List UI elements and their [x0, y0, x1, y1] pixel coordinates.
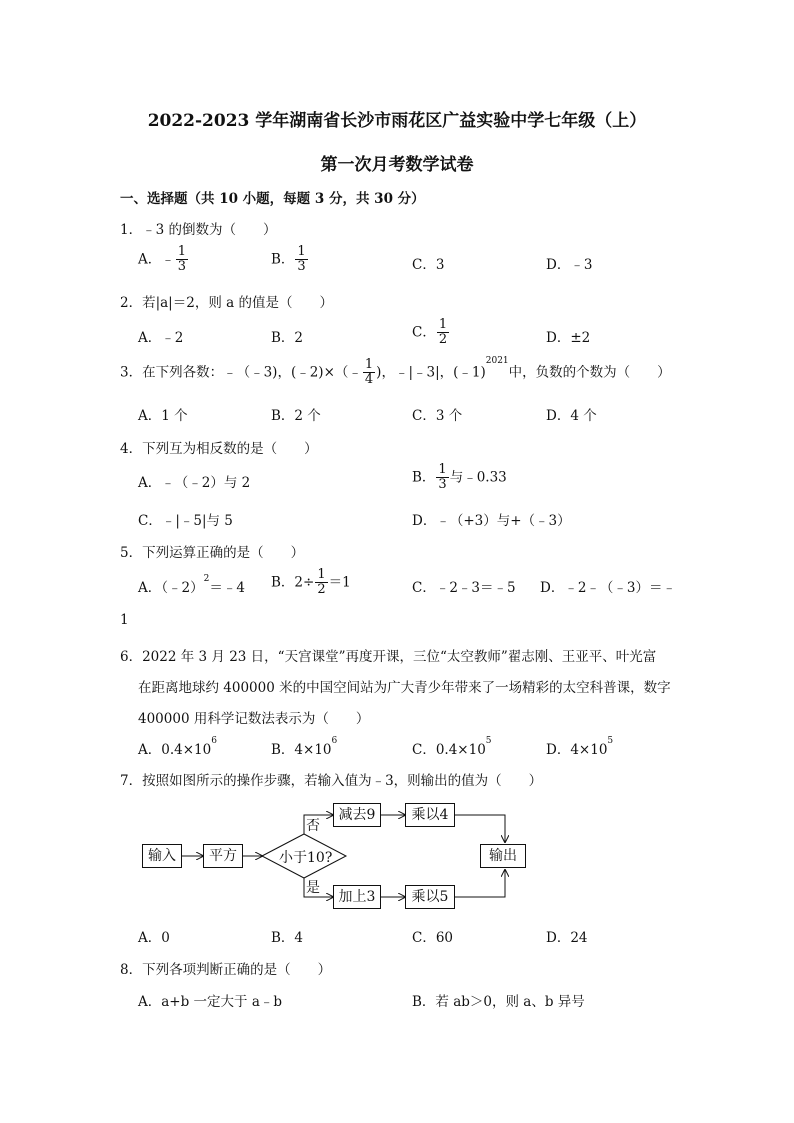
- q6-option-c: C．$0.4\times 10^5$: [412, 736, 492, 758]
- q2-option-d: D．±2: [546, 330, 591, 346]
- flow-times4-box: 乘以4: [405, 803, 455, 827]
- page-title: 2022-2023 学年湖南省长沙市雨花区广益实验中学七年级（上）: [147, 111, 647, 131]
- q2-stem: 2．若|a|＝2，则 a 的值是（ ）: [120, 295, 333, 311]
- flow-no-label: 否: [306, 818, 320, 834]
- q3-option-b: B．2 个: [271, 408, 321, 424]
- q4-option-c: C．﹣|﹣5|与 5: [138, 513, 233, 529]
- flow-square-box: 平方: [203, 844, 243, 868]
- q4-option-d: D．﹣（+3）与+（﹣3）: [412, 513, 571, 529]
- q8-option-b: B．若 ab＞0，则 a、b 异号: [412, 994, 585, 1010]
- q6-option-d: D．$4\times 10^5$: [546, 736, 614, 758]
- q1-option-a: A．﹣ $\frac{1}{3}$: [138, 244, 187, 275]
- q4-option-b: B． $\frac{1}{3}$ 与﹣0.33: [412, 462, 507, 493]
- q3-option-c: C．3 个: [412, 408, 463, 424]
- q2-option-c: C． $\frac{1}{2}$: [412, 317, 448, 348]
- fraction: $\frac{1}{3}$: [438, 462, 447, 493]
- q7-option-b: B．4: [271, 930, 304, 946]
- page-subtitle: 第一次月考数学试卷: [320, 155, 474, 175]
- q1-option-d: D．﹣3: [546, 257, 593, 273]
- q1-stem: 1．﹣3 的倒数为（ ）: [120, 222, 277, 238]
- q3-stem: 3．在下列各数：﹣（﹣3)，(﹣2)×（﹣ $\frac{1}{4}$ )，﹣|﹣3|，(﹣1)$^{2021}$中，负数的个数为（ ）: [120, 356, 671, 388]
- flow-output-box: 输出: [480, 844, 526, 868]
- q6-stem-line2: 在距离地球约 400000 米的中国空间站为广大青少年带来了一场精彩的太空科普课，数字: [138, 680, 671, 696]
- q7-option-c: C．60: [412, 930, 454, 946]
- q2-option-b: B．2: [271, 330, 304, 346]
- q8-stem: 8．下列各项判断正确的是（ ）: [120, 962, 332, 978]
- q5-option-d: D．﹣2﹣（﹣3）＝﹣: [540, 580, 677, 596]
- q4-stem: 4．下列互为相反数的是（ ）: [120, 441, 318, 457]
- q5-option-b: B．2÷ $\frac{1}{2}$ ＝1: [271, 567, 351, 598]
- fraction: $\frac{1}{2}$: [438, 317, 448, 348]
- section-heading: 一、选择题（共 10 小题，每题 3 分，共 30 分）: [120, 191, 425, 207]
- q5-stem: 5．下列运算正确的是（ ）: [120, 545, 305, 561]
- flow-minus9-box: 减去9: [333, 803, 381, 827]
- fraction: $\frac{1}{3}$: [297, 244, 306, 275]
- q3-option-a: A．1 个: [138, 408, 188, 424]
- q1-option-c: C．3: [412, 257, 445, 273]
- q8-option-a: A．a+b 一定大于 a﹣b: [138, 994, 283, 1010]
- flow-times5-box: 乘以5: [405, 885, 455, 909]
- q7-option-d: D．24: [546, 930, 588, 946]
- fraction: $\frac{1}{3}$: [177, 244, 187, 275]
- q2-option-a: A．﹣2: [138, 330, 184, 346]
- q6-stem-line1: 6．2022 年 3 月 23 日，“天宫课堂”再度开课，三位“太空教师”翟志刚、王亚平、叶光富: [120, 649, 657, 665]
- fraction: $\frac{1}{4}$: [364, 357, 374, 388]
- q6-option-a: A．$0.4\times 10^6$: [138, 736, 217, 758]
- q5-option-a: A．（﹣2）$^2$＝﹣4: [138, 574, 245, 596]
- q5-option-d-continued: 1: [120, 612, 129, 628]
- q6-stem-line3: 400000 用科学记数法表示为（ ）: [138, 711, 370, 727]
- flow-input-box: 输入: [142, 844, 182, 868]
- flow-plus3-box: 加上3: [333, 885, 381, 909]
- q1-option-b: B． $\frac{1}{3}$: [271, 244, 306, 275]
- q5-option-c: C．﹣2﹣3＝﹣5: [412, 580, 516, 596]
- q3-option-d: D．4 个: [546, 408, 597, 424]
- q6-option-b: B．$4\times 10^6$: [271, 736, 338, 758]
- fraction: $\frac{1}{2}$: [317, 567, 326, 598]
- flow-yes-label: 是: [306, 880, 320, 896]
- q7-stem: 7．按照如图所示的操作步骤，若输入值为﹣3，则输出的值为（ ）: [120, 773, 543, 789]
- q7-option-a: A．0: [138, 930, 170, 946]
- flow-decision-label: 小于10?: [279, 850, 333, 866]
- q4-option-a: A．﹣（﹣2）与 2: [138, 475, 251, 491]
